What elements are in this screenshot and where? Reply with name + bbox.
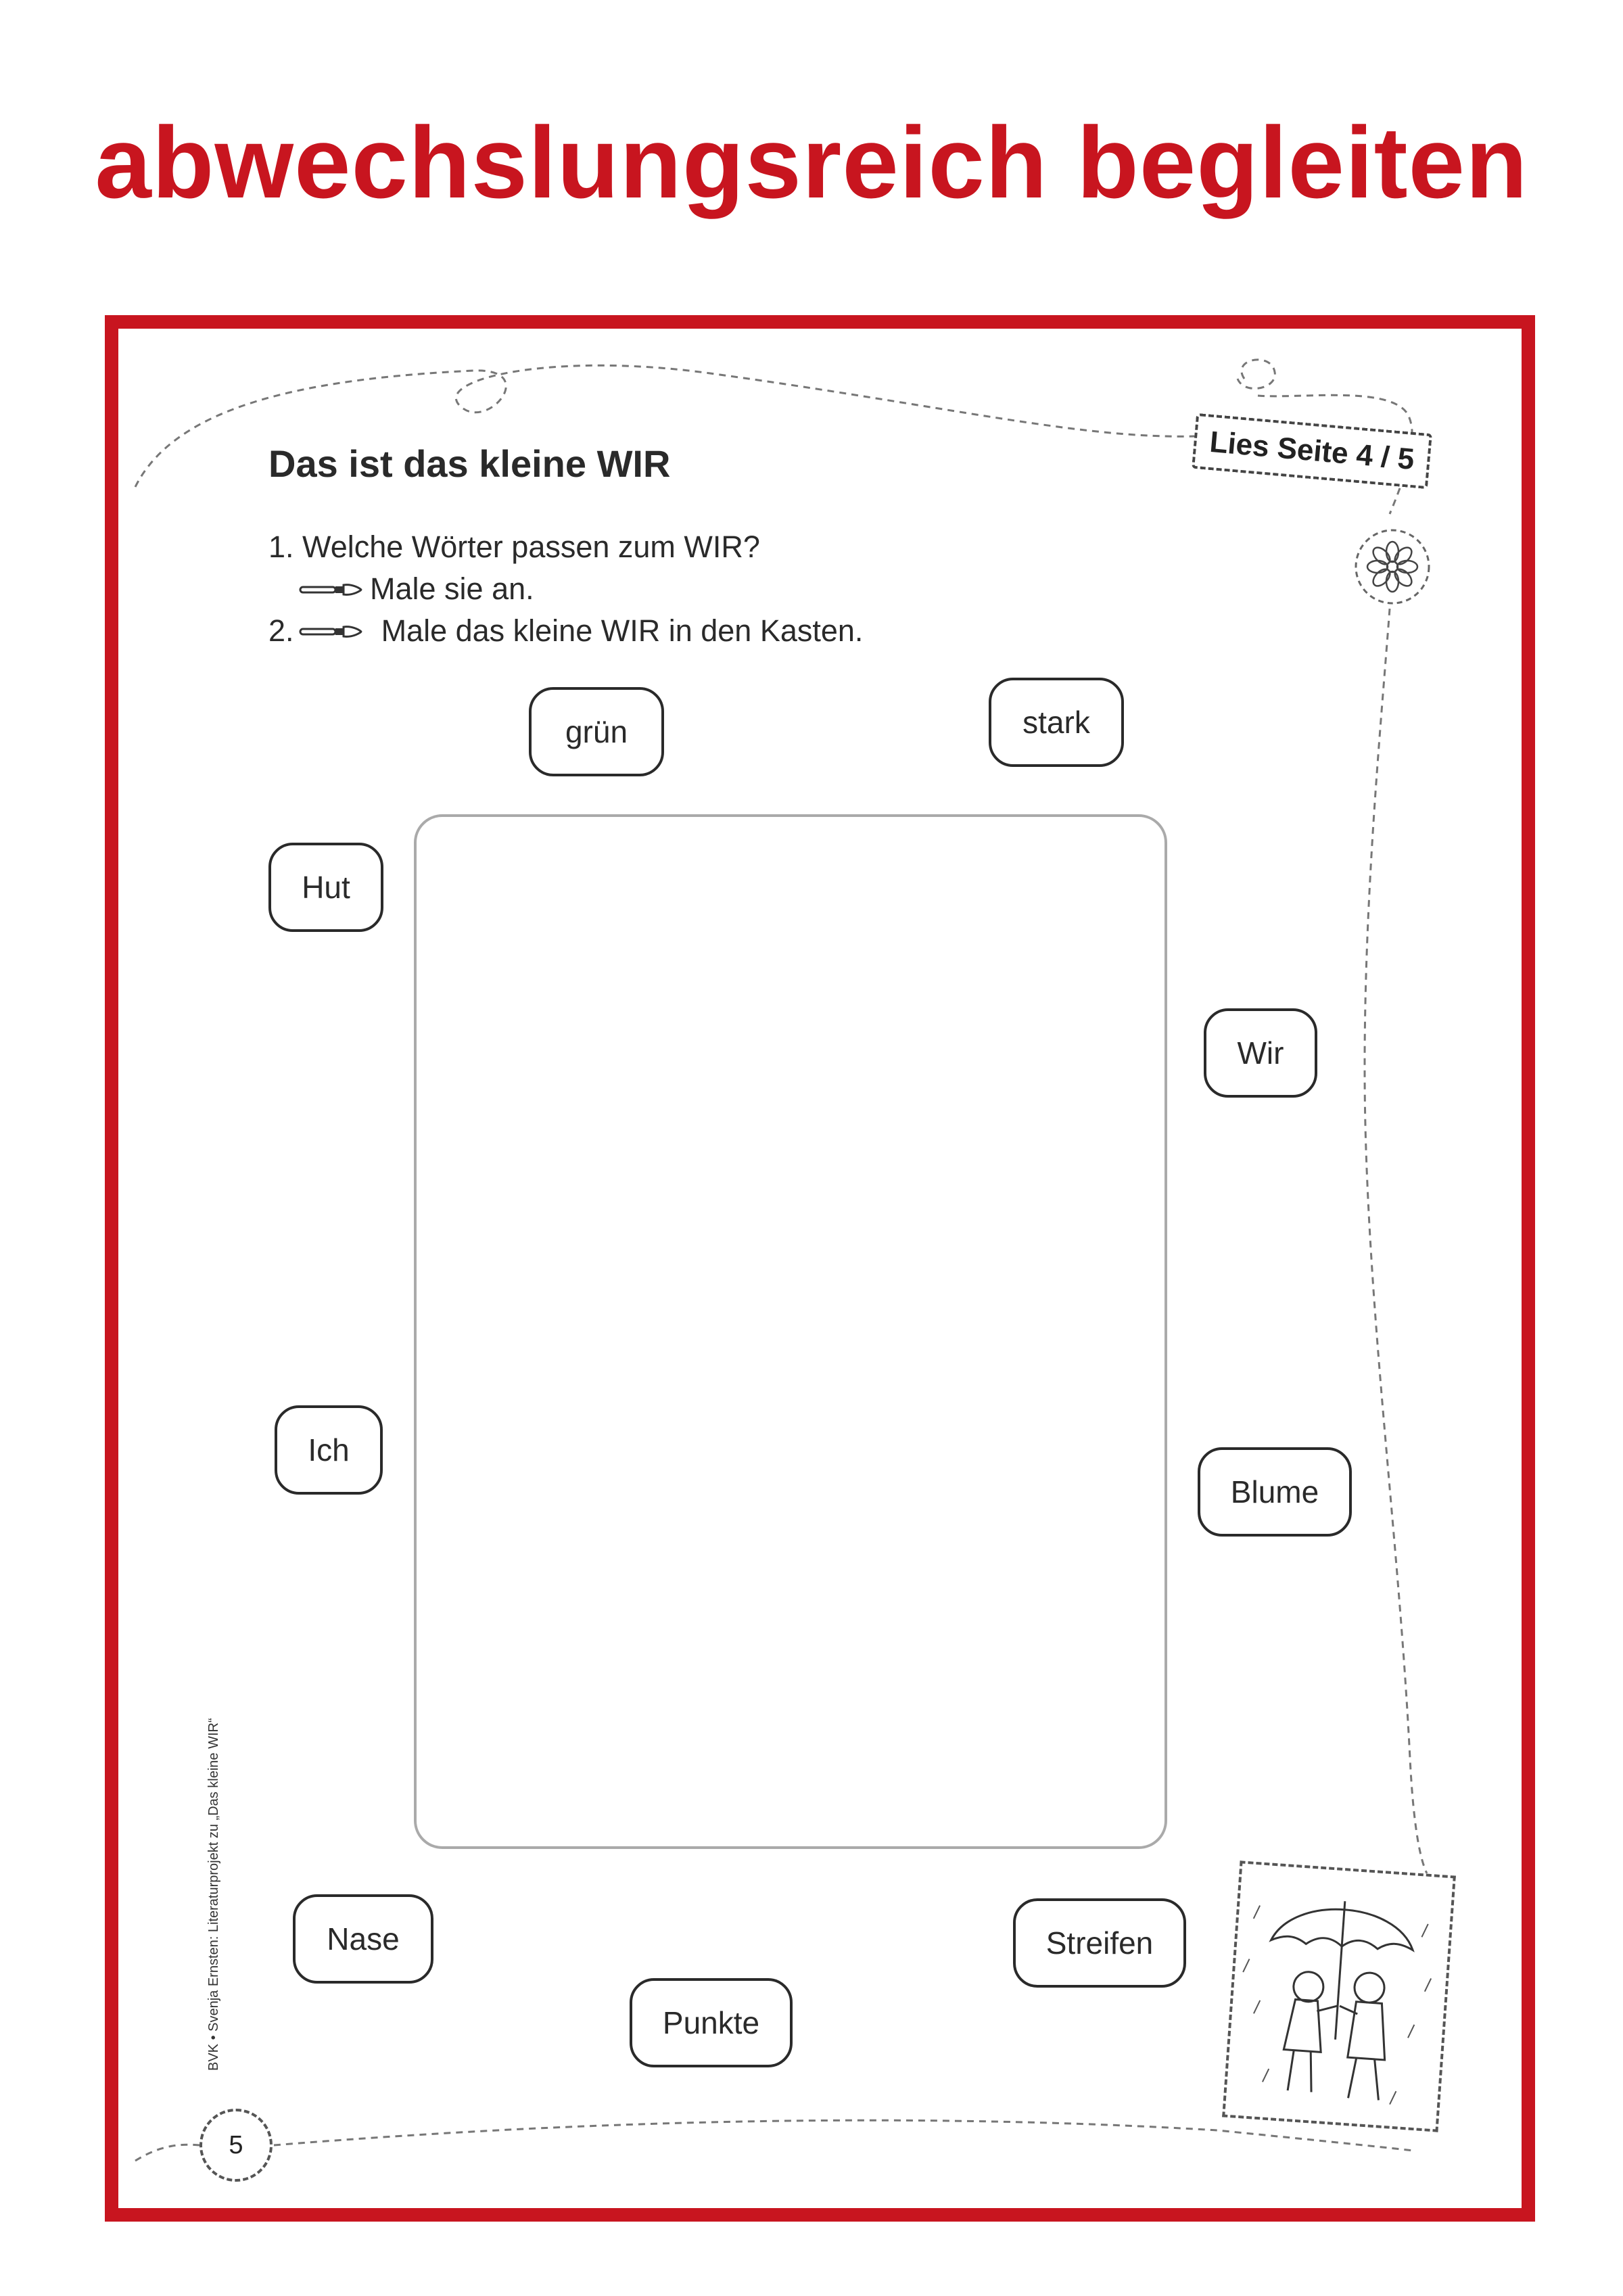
word-card-hut[interactable]: Hut [268,843,383,932]
paintbrush-icon [299,580,363,600]
word-card-streifen[interactable]: Streifen [1013,1898,1186,1988]
page-headline: abwechslungsreich begleiten [95,106,1528,219]
word-card-wir[interactable]: Wir [1204,1008,1317,1098]
umbrella-illustration-icon [1225,1864,1453,2130]
page-number: 5 [199,2109,273,2182]
reference-tag: Lies Seite 4 / 5 [1192,413,1432,489]
credit-line: BVK • Svenja Ernsten: Literaturprojekt zu „Das kleine WIR“ [206,1718,221,2071]
worksheet-title: Das ist das kleine WIR [268,442,671,485]
word-card-nase[interactable]: Nase [293,1894,433,1984]
word-card-blume[interactable]: Blume [1198,1447,1352,1537]
task-1-number: 1. [268,530,294,564]
paintbrush-icon [299,622,363,642]
word-card-gruen[interactable]: grün [529,687,664,776]
word-card-punkte[interactable]: Punkte [630,1978,793,2067]
task-1 [268,530,760,565]
word-card-stark[interactable]: stark [989,678,1124,767]
task-2-text: Male das kleine WIR in den Kasten. [381,613,864,648]
task-2-number: 2. [268,613,294,648]
drawing-box[interactable] [414,814,1167,1849]
word-card-ich[interactable]: Ich [275,1405,383,1495]
children-under-umbrella-illustration [1222,1860,1456,2132]
task-1-subtext [370,571,534,607]
flower-icon [1353,528,1432,606]
task-1b-text: Male sie an. [370,571,534,606]
task-1-text: Welche Wörter passen zum WIR? [302,530,760,564]
